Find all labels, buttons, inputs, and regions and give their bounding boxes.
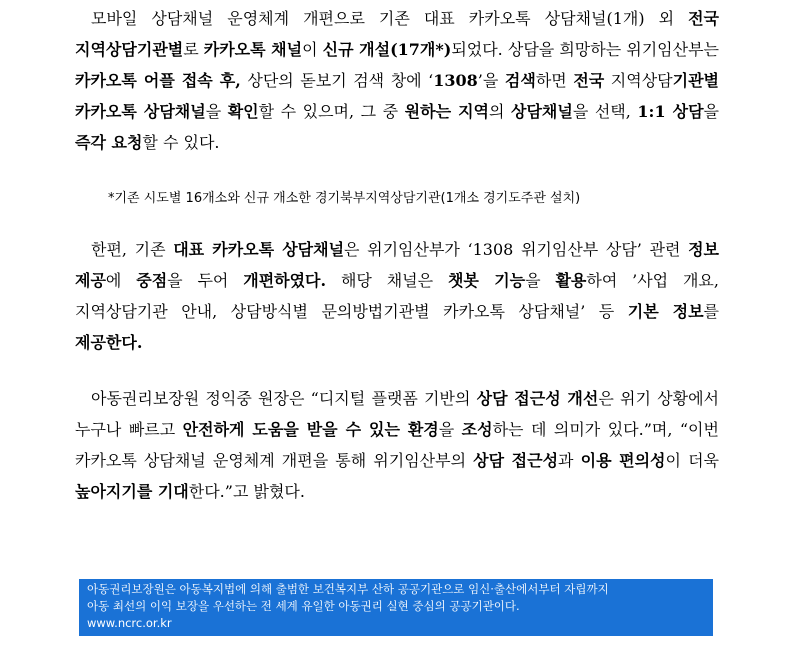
text-run: 을 [205, 102, 228, 121]
text-run: 하면 [535, 71, 574, 90]
text-run: 을 [525, 271, 556, 290]
emphasis-run: 기관별 카카오톡 상담채널 [75, 71, 719, 121]
emphasis-run: 카카오톡 어플 접속 후, [75, 71, 241, 90]
emphasis-run: 기본 정보 [627, 302, 704, 321]
emphasis-run: 카카오톡 채널 [203, 40, 303, 59]
text-run: 을 선택, [572, 102, 638, 121]
emphasis-run: 높아지기를 기대 [75, 482, 189, 501]
emphasis-run: 조성 [461, 420, 493, 439]
text-run: 할 수 있으며, 그 중 [258, 102, 405, 121]
text-run: 과 [558, 451, 581, 470]
text-run: 로 [183, 40, 204, 59]
emphasis-run: 챗봇 기능 [447, 271, 526, 290]
text-run: 에 [105, 271, 137, 290]
emphasis-run: 신규 개설(17개*) [322, 40, 452, 59]
footer-description-line-1: 아동권리보장원은 아동복지법에 의해 출범한 보건복지부 산하 공공기관으로 임신·출산에서부터 자립까지 [87, 582, 609, 596]
text-run: 하여 ’사업 개요, 지역상담기관 안내, 상담방식별 문의방법기관별 카카오톡 상담채널’ 등 [75, 271, 719, 321]
text-run: 하는 데 의미가 있다.”며, “이번 카카오톡 상담채널 운영체계 개편을 통해 위기임산부의 [75, 420, 719, 470]
text-run: 할 수 있다. [142, 133, 220, 152]
footer-description-line-2: 아동 최선의 이익 보장을 우선하는 전 세계 유일한 아동권리 실현 중심의 공공기관이다. [87, 599, 520, 613]
emphasis-run: 전국 [573, 71, 605, 90]
text-run: 은 위기임산부가 ‘1308 위기임산부 상담’ 관련 [344, 240, 689, 259]
text-run: ’을 [477, 71, 505, 90]
emphasis-run: 안전하게 도움을 받을 수 있는 환경 [182, 420, 439, 439]
paragraph-representative-channel [75, 234, 719, 358]
text-run: 상단의 돋보기 검색 창에 ‘ [240, 71, 434, 90]
emphasis-run: 전국 지역상담기관별 [75, 9, 719, 59]
text-run: 은 위기 상황에서 누구나 빠르고 [75, 389, 719, 439]
text-run: 한편, 기존 [91, 240, 174, 259]
text-run: 을 두어 [167, 271, 244, 290]
text-run: 모바일 상담채널 운영체계 개편으로 기존 대표 카카오톡 상담채널(1개) 외 [91, 9, 689, 28]
paragraph-channel-expansion [75, 3, 719, 158]
emphasis-run: 검색 [504, 71, 536, 90]
text-run: 를 [703, 302, 719, 321]
emphasis-run: 활용 [555, 271, 587, 290]
emphasis-run: 확인 [227, 102, 259, 121]
footer-website-url[interactable]: www.ncrc.or.kr [87, 616, 172, 630]
text-run: 이 [302, 40, 323, 59]
text-run: 을 [438, 420, 462, 439]
emphasis-run: 이용 편의성 [580, 451, 666, 470]
emphasis-run: 상담 접근성 개선 [476, 389, 599, 408]
footnote: *기존 시도별 16개소와 신규 개소한 경기북부지역상담기관(1개소 경기도주관 설치) [108, 191, 581, 206]
text-run: 의 [489, 102, 512, 121]
paragraph-director-quote [75, 383, 719, 507]
text-run: 이 더욱 [665, 451, 719, 470]
text-run: 한다.”고 밝혔다. [188, 482, 305, 501]
organization-info-box [79, 579, 713, 636]
emphasis-run: 상담채널 [511, 102, 573, 121]
emphasis-run: 대표 카카오톡 상담채널 [173, 240, 345, 259]
emphasis-run: 정보 제공 [75, 240, 720, 290]
emphasis-run: 1:1 상담 [637, 102, 704, 121]
emphasis-run: 1308 [433, 71, 478, 90]
emphasis-run: 개편하였다. [243, 271, 327, 290]
emphasis-run: 즉각 요청 [75, 133, 143, 152]
text-run: 지역상담 [604, 71, 673, 90]
emphasis-run: 상담 접근성 [473, 451, 559, 470]
emphasis-run: 제공한다. [75, 333, 143, 352]
text-run: 되었다. 상담을 희망하는 위기임산부는 [451, 40, 720, 59]
emphasis-run: 원하는 지역 [404, 102, 489, 121]
emphasis-run: 중점 [136, 271, 168, 290]
text-run: 해당 채널은 [326, 271, 448, 290]
text-run: 을 [703, 102, 719, 121]
text-run: 아동권리보장원 정익중 원장은 “디지털 플랫폼 기반의 [91, 389, 477, 408]
